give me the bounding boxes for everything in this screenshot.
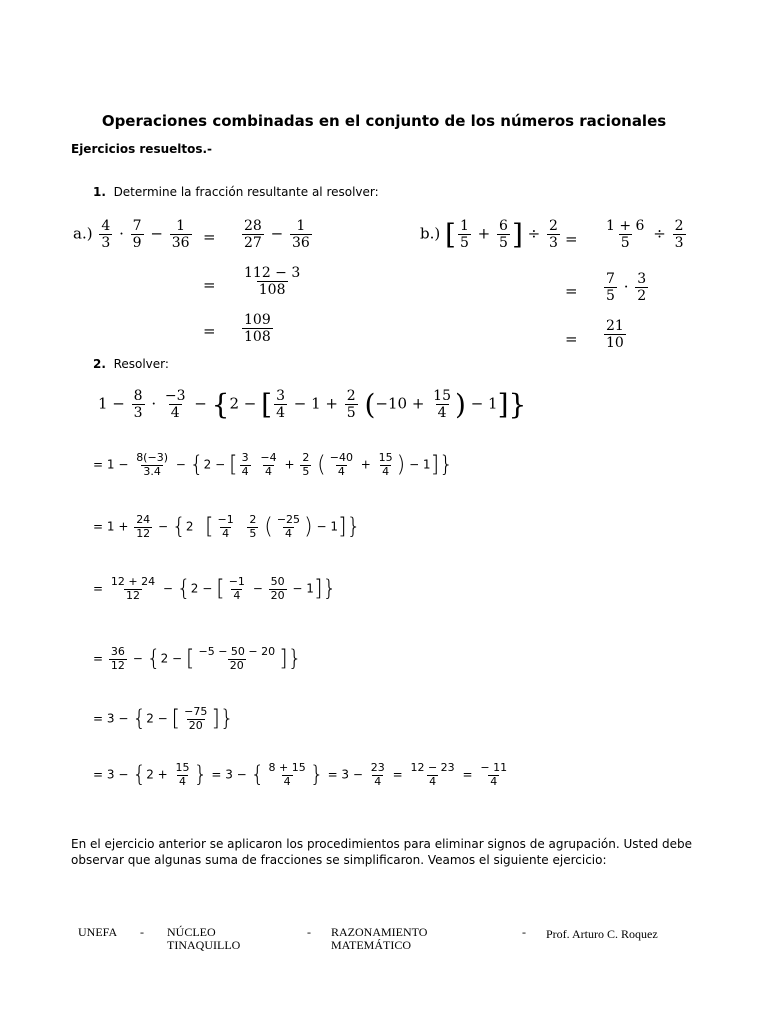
ex1a-row1-rhs: $\frac{28}{27}$ − $\frac{1}{36}$ (244, 218, 310, 252)
ex1a-label: a.) (73, 224, 93, 243)
exercise-1-heading (93, 185, 379, 199)
ex1a-eq2: = (203, 276, 216, 294)
footer-dash-3: - (522, 925, 526, 939)
exercise-1-number: 1. (93, 185, 106, 199)
ex2-step-2: = 1 + $\frac{24}{12}$ − {2 [ $\frac{-1}{4}$ $\frac{2}{5}$ ( $\frac{-25}{4}$ ) − 1]} (93, 513, 361, 540)
exercise-2-text: Resolver: (113, 357, 169, 371)
exercise-2-number: 2. (93, 357, 106, 371)
footer-dash-2: - (307, 925, 311, 939)
ex1b-eq3: = (565, 330, 578, 348)
explanation-paragraph: En el ejercicio anterior se aplicaron los procedimientos para eliminar signos de agrupación. Usted debe observar que algunas suma de fracciones se simplificaron. Veamos el siguiente ejercicio: (71, 837, 693, 867)
ex2-step-5: = 3 − {2 − [ $\frac{-75}{20}$ ]} (93, 705, 234, 732)
exercise-2-heading (93, 357, 169, 371)
footer-campus: NÚCLEO TINAQUILLO (167, 925, 241, 952)
ex2-step-3: = $\frac{12 + 24}{12}$ − {2 − [ $\frac{-1}{4}$ − $\frac{50}{20}$ − 1]} (93, 575, 337, 602)
ex2-expression: 1 − $\frac{8}{3}$ · $\frac{-3}{4}$ − {2 − [ $\frac{3}{4}$ − 1 + $\frac{2}{5}$ (−10 + $\frac{15}{4}$ ) − 1]} (98, 388, 527, 422)
ex1a-row2-rhs: $\frac{112 - 3}{108}$ (244, 265, 301, 299)
footer-author: Prof. Arturo C. Roquez (546, 927, 658, 941)
ex1b-eq1: = (565, 230, 578, 248)
exercise-1-text: Determine la fracción resultante al resolver: (113, 185, 379, 199)
ex2-step-1: = 1 − $\frac{8(-3)}{3.4}$ − {2 − [ $\frac{3}{4}$ $\frac{-4}{4}$ + $\frac{2}{5}$ ( $\frac{-40}{4}$ + $\frac{15}{4}$ ) − 1]} (93, 451, 454, 478)
ex2-step-6: = 3 − {2 + $\frac{15}{4}$ } = 3 − { $\frac{8 + 15}{4}$ } = 3 − $\frac{23}{4}$ = $\frac{12 - 23}{4}$ = $\frac{- 11}{4}$ (93, 761, 508, 788)
ex1a-row1-lhs: a.) $\frac{4}{3}$ · $\frac{7}{9}$ − $\frac{1}{36}$ (73, 218, 190, 252)
ex1b-row2-rhs: $\frac{7}{5}$ · $\frac{3}{2}$ (606, 271, 647, 305)
ex1a-eq1: = (203, 228, 216, 246)
footer-subject: RAZONAMIENTO MATEMÁTICO (331, 925, 428, 952)
ex1b-label: b.) (420, 224, 441, 243)
ex1b-row1-lhs: b.) [ $\frac{1}{5}$ + $\frac{6}{5}$ ] ÷ $\frac{2}{3}$ (420, 218, 558, 252)
ex1b-row1-rhs: $\frac{1 + 6}{5}$ ÷ $\frac{2}{3}$ (606, 218, 684, 252)
section-subtitle: Ejercicios resueltos.- (71, 142, 213, 156)
page-title: Operaciones combinadas en el conjunto de los números racionales (101, 112, 667, 130)
ex1b-row3-rhs: $\frac{21}{10}$ (606, 318, 624, 352)
ex1b-eq2: = (565, 282, 578, 300)
footer-org: UNEFA (78, 925, 118, 939)
ex1a-row3-rhs: $\frac{109}{108}$ (244, 312, 271, 346)
footer-dash-1: - (140, 925, 144, 939)
ex2-step-4: = $\frac{36}{12}$ − {2 − [ $\frac{-5 - 50 - 20}{20}$ ]} (93, 645, 302, 672)
ex1a-eq3: = (203, 322, 216, 340)
